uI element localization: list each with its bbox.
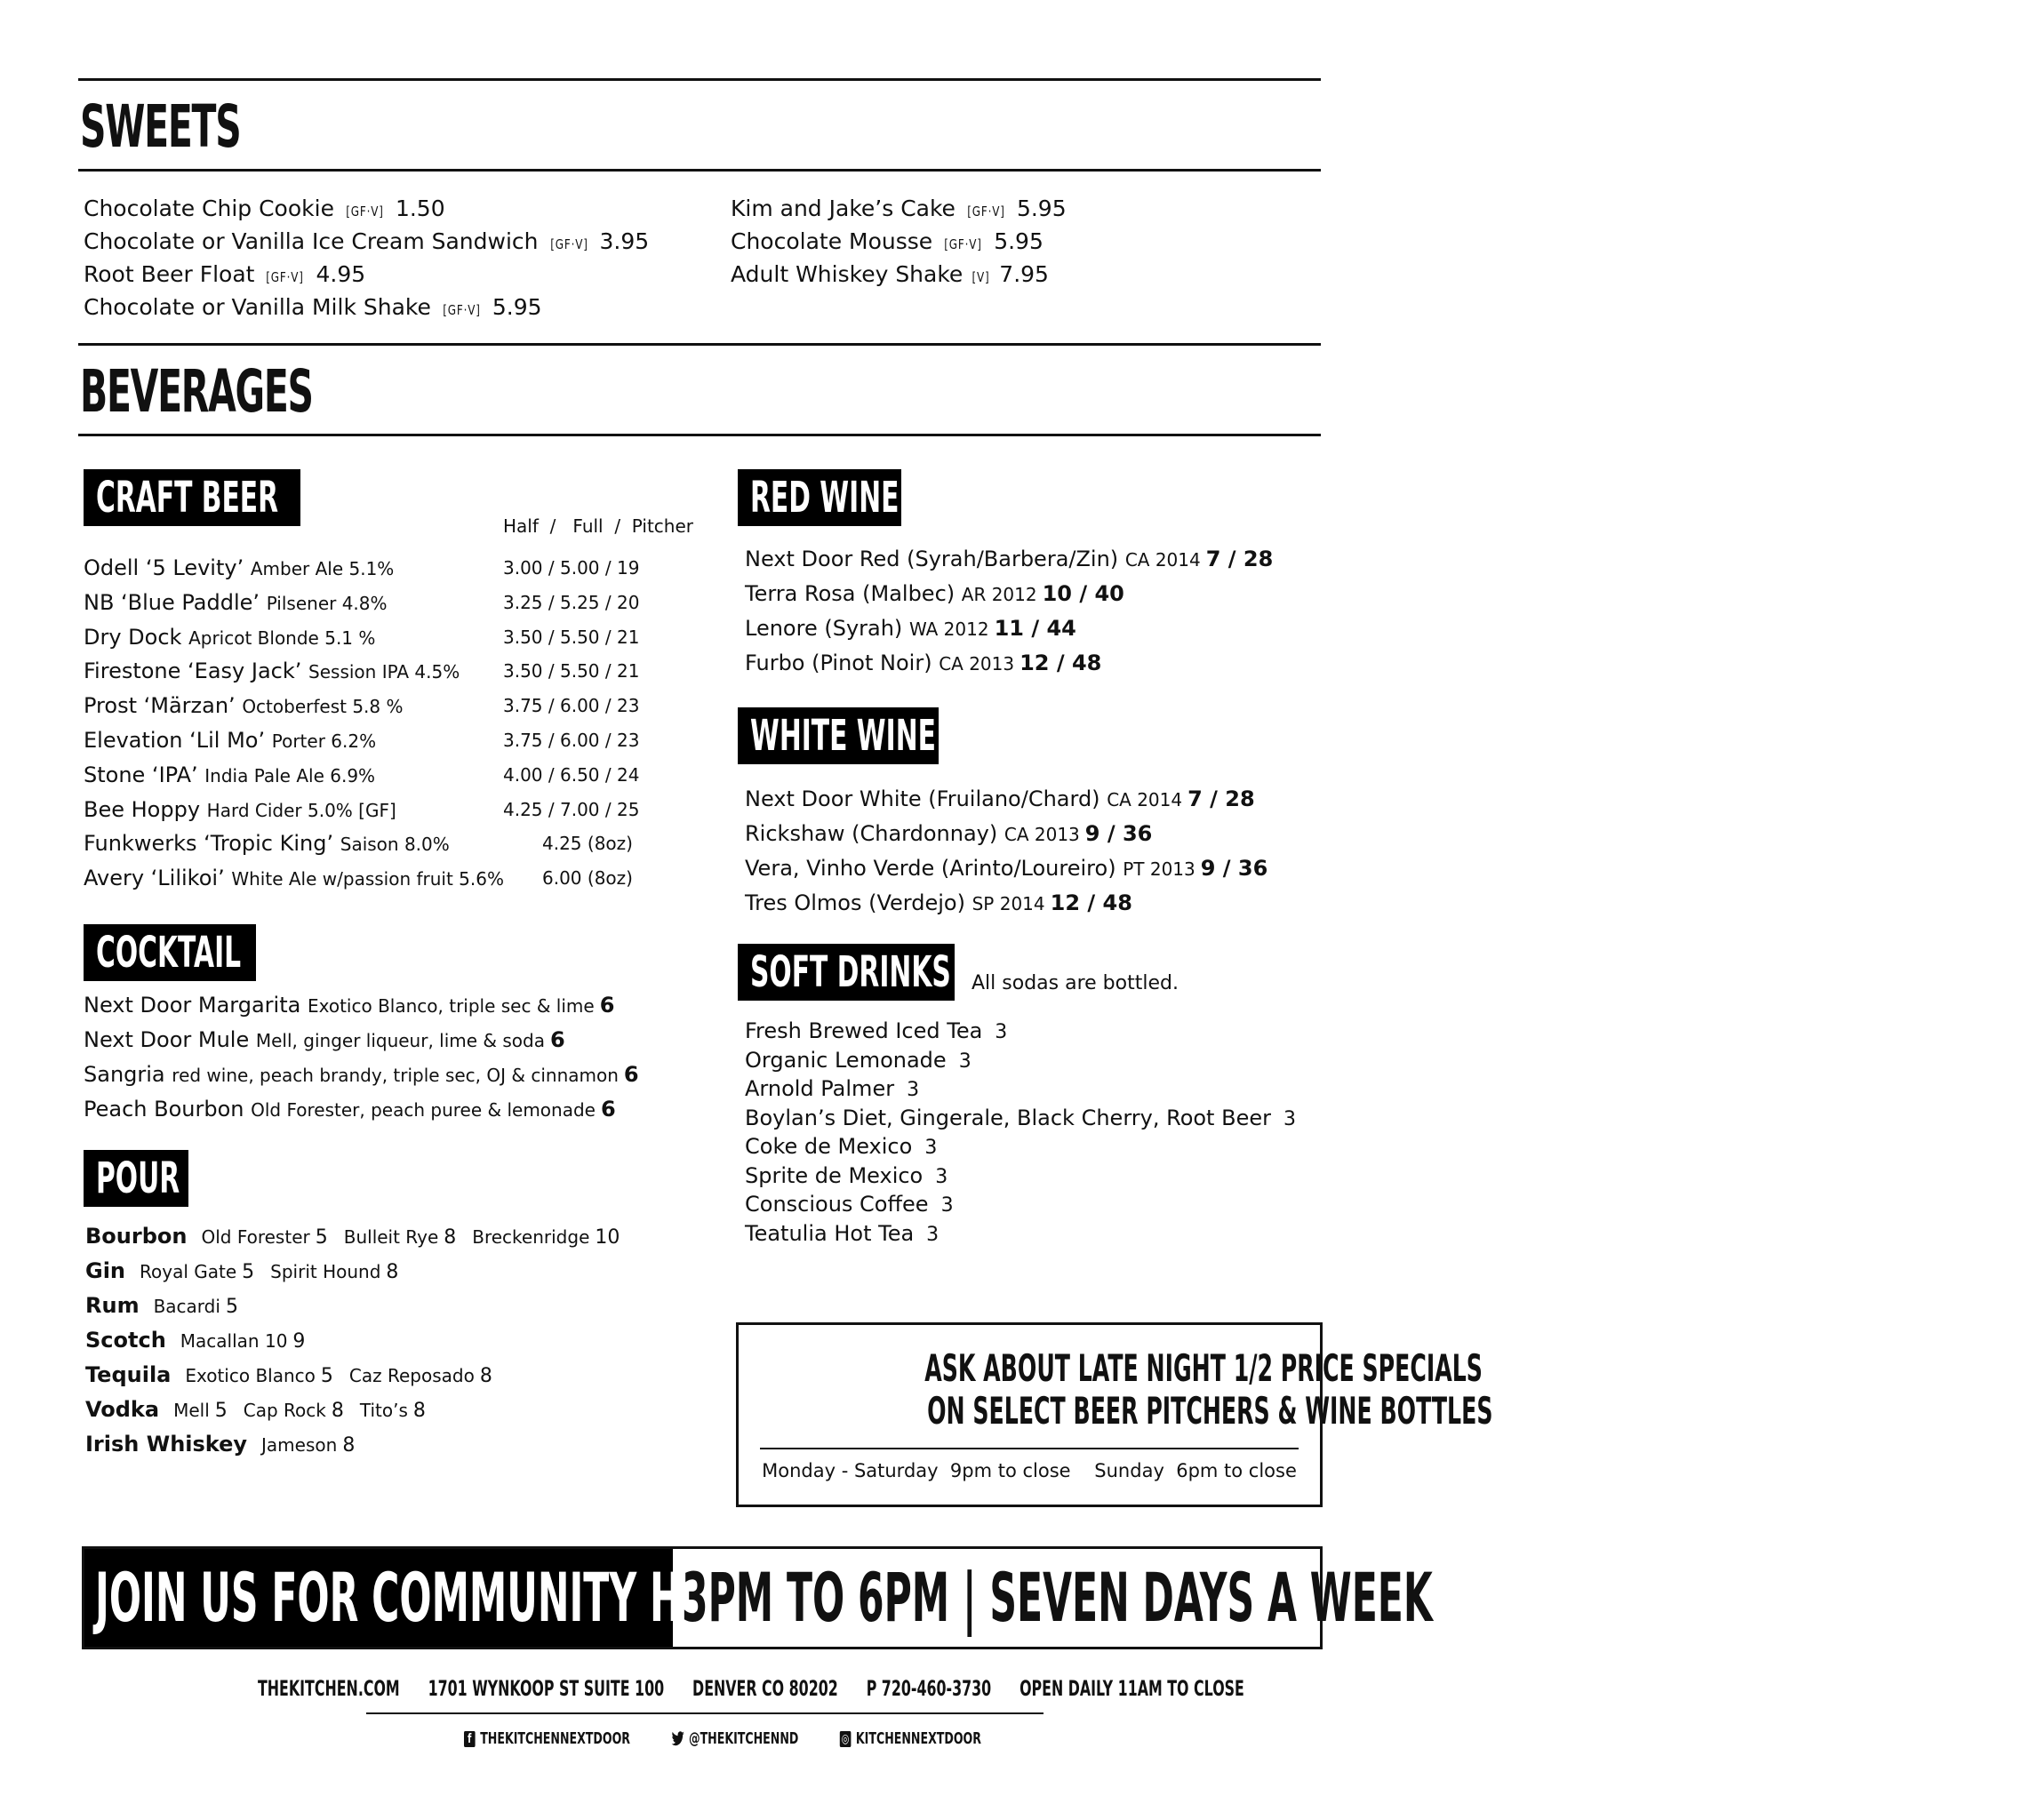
beer-name-line — [84, 620, 375, 655]
pour-list — [85, 1219, 636, 1462]
sweets-item-name: Chocolate or Vanilla Milk Shake — [84, 294, 431, 320]
footer-phone: P 720-460-3730 — [866, 1676, 992, 1701]
pour-category: Rum — [85, 1293, 140, 1318]
pour-option-price: 8 — [331, 1400, 344, 1422]
pour-category: Vodka — [85, 1397, 160, 1422]
beer-description: Porter 6.2% — [271, 730, 377, 752]
red-wine-item-description: CA 2014 — [1124, 549, 1201, 571]
beer-price-header: Half / Full / Pitcher — [503, 515, 694, 537]
instagram-handle: KITCHENNEXTDOOR — [855, 1729, 981, 1748]
white-wine-title: WHITE WINE — [750, 711, 936, 761]
beer-description: Saison 8.0% — [340, 834, 450, 856]
white-wine-item-description: SP 2014 — [972, 893, 1045, 914]
pour-option-name: Breckenridge — [472, 1226, 590, 1248]
beer-name-line — [84, 723, 376, 758]
footer-website[interactable]: THEKITCHEN.COM — [258, 1676, 400, 1701]
late-night-promo-box — [736, 1322, 1493, 1507]
beer-description: Octoberfest 5.8 % — [242, 696, 404, 718]
red-wine-item — [745, 577, 1273, 611]
soft-drinks-badge — [738, 944, 955, 1001]
beer-name-line — [84, 793, 396, 827]
white-wine-item — [745, 782, 1267, 817]
red-wine-item-description: WA 2012 — [908, 619, 989, 640]
red-wine-item-description: CA 2013 — [939, 653, 1015, 675]
cocktail-item-name: Sangria — [84, 1062, 165, 1087]
red-wine-item-price: 7 / 28 — [1205, 547, 1274, 571]
pour-option-name: Old Forester — [201, 1226, 310, 1248]
pour-item — [85, 1323, 636, 1358]
pour-option-price: 9 — [292, 1330, 306, 1353]
facebook-icon: f — [464, 1731, 476, 1747]
beer-price: 3.75 / 6.00 / 23 — [503, 729, 640, 751]
community-hour-banner — [82, 1546, 1433, 1649]
soft-drink-name: Arnold Palmer — [745, 1076, 895, 1101]
sweets-item-name: Chocolate Chip Cookie — [84, 196, 334, 221]
pour-option-name: Bacardi — [153, 1296, 220, 1317]
beer-name-line — [84, 689, 403, 723]
sweets-item-name: Chocolate Mousse — [731, 228, 933, 254]
dietary-tag: [GF·V] — [346, 204, 384, 220]
promo-line-1: ASK ABOUT LATE NIGHT 1/2 PRICE SPECIALS — [924, 1346, 1483, 1390]
cocktail-item-name: Peach Bourbon — [84, 1097, 244, 1122]
soft-drink-price: 3 — [926, 1223, 940, 1246]
pour-option-price: 5 — [242, 1261, 255, 1283]
cocktail-item-price: 6 — [550, 1027, 565, 1052]
red-wine-item-price: 11 / 44 — [994, 616, 1076, 641]
sweets-item-price: 4.95 — [316, 261, 366, 287]
soft-drinks-title: SOFT DRINKS — [750, 947, 951, 997]
sweets-title: SWEETS — [80, 92, 241, 161]
white-wine-item — [745, 886, 1267, 921]
white-wine-item-price: 9 / 36 — [1084, 821, 1153, 846]
pour-category: Tequila — [85, 1362, 172, 1387]
pour-option-name: Bulleit Rye — [343, 1226, 439, 1248]
beer-name: Funkwerks ‘Tropic King’ — [84, 831, 334, 857]
beer-description: White Ale w/passion fruit 5.6% — [231, 868, 504, 890]
red-wine-item-description: AR 2012 — [961, 584, 1037, 605]
sweets-left-list — [84, 194, 649, 325]
pour-option-name: Royal Gate — [140, 1261, 237, 1282]
soft-drink-price: 3 — [940, 1194, 954, 1217]
cocktail-item-name: Next Door Margarita — [84, 993, 301, 1018]
beer-price: 3.00 / 5.00 / 19 — [503, 557, 640, 579]
pour-item — [85, 1427, 636, 1462]
sweets-item-price: 5.95 — [994, 228, 1043, 254]
footer-divider — [366, 1712, 1043, 1714]
white-wine-badge — [738, 707, 939, 764]
white-wine-item-price: 12 / 48 — [1050, 890, 1132, 915]
soft-drink-item — [745, 1074, 1296, 1104]
beer-price: 3.25 / 5.25 / 20 — [503, 591, 640, 613]
beer-description: Hard Cider 5.0% [GF] — [206, 799, 396, 821]
cocktail-item-price: 6 — [600, 1097, 616, 1122]
beer-name: Firestone ‘Easy Jack’ — [84, 659, 302, 684]
beer-price: 4.25 (8oz) — [542, 833, 633, 855]
sweets-rule — [78, 169, 1321, 172]
sweets-item — [84, 227, 649, 259]
promo-divider — [760, 1448, 1299, 1449]
beer-price: 4.00 / 6.50 / 24 — [503, 763, 640, 786]
instagram-icon: ◎ — [840, 1731, 852, 1747]
red-wine-list — [745, 542, 1273, 681]
sweets-right-list — [731, 194, 1067, 292]
beer-name-line — [84, 551, 394, 586]
pour-option-name: Jameson — [261, 1434, 338, 1456]
beer-price: 4.25 / 7.00 / 25 — [503, 798, 640, 820]
beer-name: Prost ‘Märzan’ — [84, 693, 236, 719]
pour-option-price: 8 — [444, 1226, 457, 1249]
red-wine-item — [745, 646, 1273, 681]
beverages-rule — [78, 434, 1321, 436]
soft-drink-item — [745, 1161, 1296, 1191]
pour-option-name: Exotico Blanco — [185, 1365, 316, 1386]
banner-left — [84, 1549, 774, 1647]
sweets-item — [731, 259, 1067, 292]
soft-drink-price: 3 — [1283, 1107, 1296, 1130]
soft-drink-item — [745, 1017, 1296, 1046]
beer-name: Odell ‘5 Levity’ — [84, 555, 244, 580]
beer-name: Elevation ‘Lil Mo’ — [84, 727, 266, 753]
dietary-tag: [GF·V] — [549, 236, 588, 252]
pour-option-name: Macallan 10 — [180, 1330, 288, 1352]
soft-drink-item — [745, 1190, 1296, 1219]
dietary-tag: [GF·V] — [944, 236, 982, 252]
pour-option-name: Mell — [173, 1400, 210, 1421]
twitter-handle: @THEKITCHENND — [688, 1729, 799, 1748]
facebook-handle: THEKITCHENNEXTDOOR — [480, 1729, 630, 1748]
sweets-item-price: 7.95 — [999, 261, 1049, 287]
beer-name: Bee Hoppy — [84, 796, 201, 822]
white-wine-item-name: Tres Olmos (Verdejo) — [745, 890, 965, 915]
cocktail-item — [84, 988, 639, 1023]
pour-option-name: Spirit Hound — [270, 1261, 381, 1282]
craft-beer-title: CRAFT BEER — [96, 473, 279, 523]
beer-name-line — [84, 654, 460, 689]
white-wine-item-name: Rickshaw (Chardonnay) — [745, 821, 998, 846]
soft-drinks-note: All sodas are bottled. — [972, 972, 1179, 994]
sweets-item-name: Kim and Jake’s Cake — [731, 196, 956, 221]
instagram-link[interactable] — [840, 1729, 981, 1748]
soft-drink-price: 3 — [958, 1050, 972, 1073]
pour-item — [85, 1289, 636, 1323]
cocktail-item-description: Exotico Blanco, triple sec & lime — [307, 995, 595, 1017]
footer-social-line — [464, 1729, 1256, 1748]
beer-name-line — [84, 826, 450, 861]
cocktail-item-price: 6 — [599, 993, 615, 1018]
beer-description: Pilsener 4.8% — [266, 592, 388, 614]
red-wine-item-name: Terra Rosa (Malbec) — [745, 581, 956, 606]
pour-option-price: 8 — [342, 1434, 356, 1457]
red-wine-title: RED WINE — [750, 473, 900, 523]
pour-category: Scotch — [85, 1328, 166, 1353]
red-wine-item-name: Next Door Red (Syrah/Barbera/Zin) — [745, 547, 1119, 571]
soft-drink-name: Fresh Brewed Iced Tea — [745, 1018, 983, 1043]
footer-contact-line — [258, 1676, 1244, 1701]
sweets-item — [84, 259, 649, 292]
white-wine-item — [745, 817, 1267, 851]
pour-option-name: Caz Reposado — [348, 1365, 475, 1386]
cocktail-item-description: red wine, peach brandy, triple sec, OJ & cinnamon — [172, 1065, 619, 1086]
pour-category: Irish Whiskey — [85, 1432, 248, 1457]
cocktail-item-name: Next Door Mule — [84, 1027, 250, 1052]
soft-drink-item — [745, 1219, 1296, 1249]
pour-option-price: 10 — [595, 1226, 620, 1249]
pour-item — [85, 1219, 636, 1254]
pour-category: Gin — [85, 1258, 126, 1283]
red-wine-item-price: 10 / 40 — [1042, 581, 1124, 606]
dietary-tag: [GF·V] — [967, 204, 1005, 220]
pour-item — [85, 1358, 636, 1393]
dietary-tag: [GF·V] — [443, 302, 481, 318]
twitter-icon — [671, 1731, 684, 1747]
red-wine-item — [745, 611, 1273, 646]
sweets-item — [84, 194, 649, 227]
banner-right-text: 3PM TO 6PM | SEVEN DAYS A WEEK — [682, 1558, 1433, 1637]
white-wine-item-description: PT 2013 — [1123, 858, 1195, 880]
sweets-item-price: 5.95 — [1016, 196, 1067, 221]
craft-beer-badge — [84, 469, 300, 526]
white-wine-item-price: 7 / 28 — [1187, 786, 1255, 811]
sweets-item-name: Root Beer Float — [84, 261, 255, 287]
cocktail-item — [84, 1092, 639, 1127]
soft-drink-item — [745, 1046, 1296, 1075]
cocktail-item-description: Old Forester, peach puree & lemonade — [251, 1099, 596, 1121]
soft-drink-name: Teatulia Hot Tea — [745, 1220, 915, 1246]
twitter-link[interactable] — [671, 1729, 798, 1748]
soft-drink-item — [745, 1104, 1296, 1133]
red-wine-item-price: 12 / 48 — [1019, 651, 1102, 675]
cocktail-item-description: Mell, ginger liqueur, lime & soda — [255, 1030, 545, 1051]
beer-name: Stone ‘IPA’ — [84, 762, 198, 787]
pour-item — [85, 1254, 636, 1289]
soft-drink-name: Coke de Mexico — [745, 1134, 913, 1159]
beer-name-line — [84, 586, 388, 620]
beer-description: Session IPA 4.5% — [308, 661, 460, 683]
soft-drink-name: Conscious Coffee — [745, 1192, 929, 1217]
sweets-item-name: Chocolate or Vanilla Ice Cream Sandwich — [84, 228, 539, 254]
white-wine-list — [745, 782, 1267, 921]
banner-right — [682, 1549, 2023, 1647]
pour-category: Bourbon — [85, 1224, 188, 1249]
sweets-item-price: 5.95 — [492, 294, 542, 320]
beer-price: 3.50 / 5.50 / 21 — [503, 626, 640, 648]
beer-description: India Pale Ale 6.9% — [204, 764, 376, 786]
soft-drink-price: 3 — [907, 1079, 920, 1101]
soft-drink-name: Organic Lemonade — [745, 1047, 947, 1073]
sweets-item-price: 1.50 — [395, 196, 445, 221]
red-wine-item-name: Furbo (Pinot Noir) — [745, 651, 932, 675]
white-wine-item-price: 9 / 36 — [1200, 856, 1268, 881]
cocktail-item — [84, 1023, 639, 1058]
top-rule — [78, 78, 1321, 81]
pour-badge — [84, 1150, 188, 1207]
dietary-tag: [GF·V] — [266, 269, 305, 285]
pour-option-price: 5 — [320, 1365, 333, 1387]
pour-item — [85, 1393, 636, 1427]
cocktail-list — [84, 988, 639, 1127]
pour-option-price: 5 — [225, 1296, 238, 1318]
white-wine-item-description: CA 2013 — [1004, 824, 1080, 845]
footer-city: DENVER CO 80202 — [692, 1676, 838, 1701]
white-wine-item-description: CA 2014 — [1107, 789, 1183, 810]
promo-line-2: ON SELECT BEER PITCHERS & WINE BOTTLES — [927, 1389, 1493, 1433]
footer-address: 1701 WYNKOOP ST SUITE 100 — [428, 1676, 665, 1701]
soft-drink-price: 3 — [935, 1165, 948, 1188]
soft-drink-name: Boylan’s Diet, Gingerale, Black Cherry, Root Beer — [745, 1105, 1271, 1130]
sweets-item — [84, 292, 649, 325]
beer-name: Dry Dock — [84, 624, 182, 650]
beer-description: Amber Ale 5.1% — [250, 558, 395, 579]
soft-drinks-list — [745, 1017, 1296, 1248]
beer-price: 6.00 (8oz) — [542, 867, 633, 890]
pour-option-price: 5 — [315, 1226, 328, 1249]
cocktail-item-price: 6 — [623, 1062, 639, 1087]
beer-name: NB ‘Blue Paddle’ — [84, 589, 260, 615]
dietary-tag: [V] — [972, 269, 990, 285]
beer-name-line — [84, 861, 504, 896]
cocktail-title: COCKTAIL — [96, 928, 242, 978]
pour-option-price: 5 — [214, 1400, 228, 1422]
red-wine-badge — [738, 469, 901, 526]
cocktail-badge — [84, 924, 256, 981]
pour-title: POUR — [96, 1153, 180, 1203]
soft-drink-price: 3 — [995, 1021, 1008, 1043]
promo-hours: Monday - Saturday 9pm to close Sunday 6pm to close — [762, 1460, 1297, 1481]
white-wine-item-name: Vera, Vinho Verde (Arinto/Loureiro) — [745, 856, 1116, 881]
beverages-title: BEVERAGES — [80, 357, 313, 426]
facebook-link[interactable] — [464, 1729, 630, 1748]
pour-option-name: Tito’s — [359, 1400, 408, 1421]
white-wine-item-name: Next Door White (Fruilano/Chard) — [745, 786, 1100, 811]
red-wine-item-name: Lenore (Syrah) — [745, 616, 903, 641]
pour-option-price: 8 — [386, 1261, 399, 1283]
beverages-top-rule — [78, 343, 1321, 346]
soft-drink-price: 3 — [924, 1137, 938, 1159]
pour-option-price: 8 — [479, 1365, 492, 1387]
red-wine-item — [745, 542, 1273, 577]
pour-option-price: 8 — [412, 1400, 426, 1422]
cocktail-item — [84, 1058, 639, 1092]
soft-drink-item — [745, 1132, 1296, 1161]
beer-description: Apricot Blonde 5.1 % — [188, 627, 376, 649]
banner-left-text: JOIN US FOR COMMUNITY HOUR — [95, 1558, 774, 1637]
beer-price: 3.75 / 6.00 / 23 — [503, 695, 640, 717]
beer-price: 3.50 / 5.50 / 21 — [503, 660, 640, 682]
beer-name-line — [84, 758, 375, 793]
white-wine-item — [745, 851, 1267, 886]
footer-hours: OPEN DAILY 11AM TO CLOSE — [1019, 1676, 1244, 1701]
sweets-item-name: Adult Whiskey Shake — [731, 261, 964, 287]
pour-option-name: Cap Rock — [243, 1400, 326, 1421]
soft-drink-name: Sprite de Mexico — [745, 1162, 924, 1188]
sweets-item — [731, 227, 1067, 259]
sweets-item — [731, 194, 1067, 227]
sweets-item-price: 3.95 — [599, 228, 650, 254]
beer-name: Avery ‘Lilikoi’ — [84, 866, 225, 891]
